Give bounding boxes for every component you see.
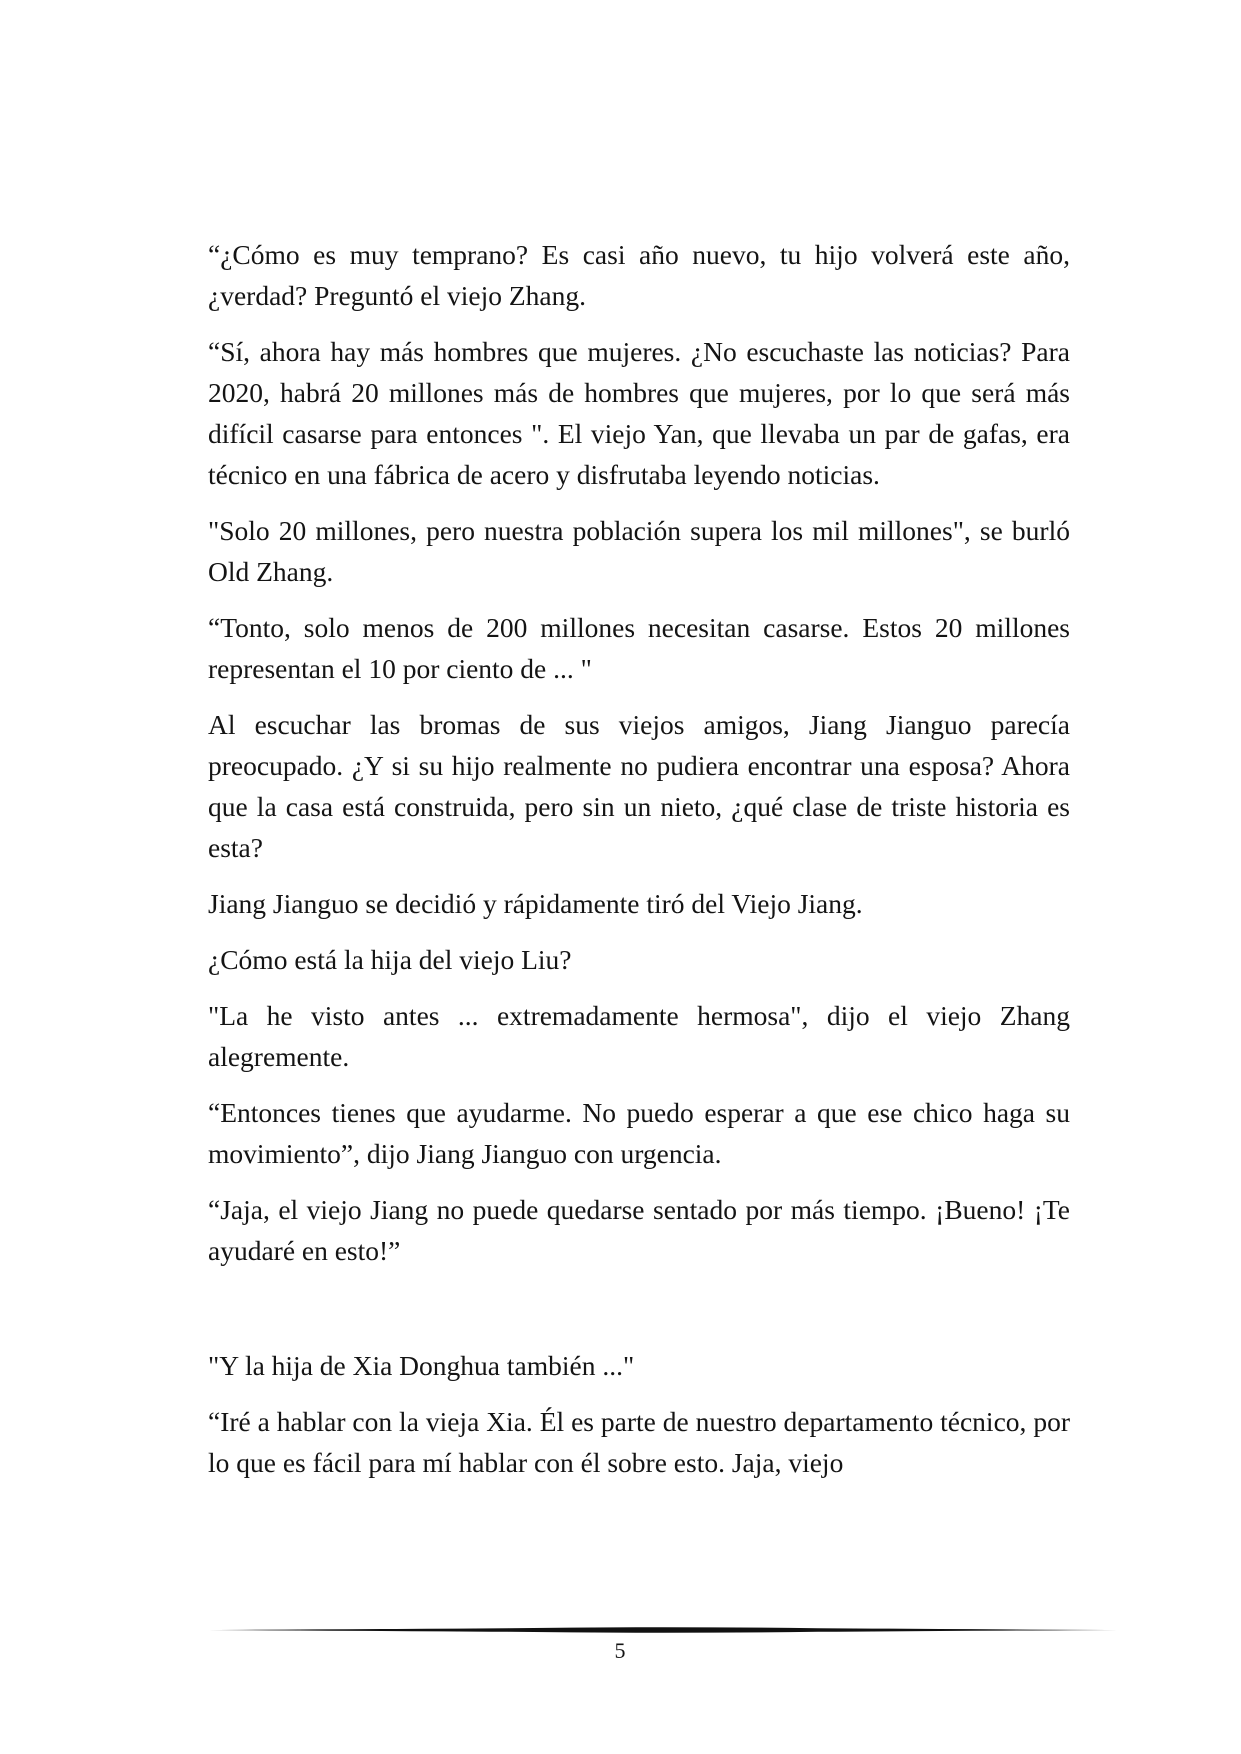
paragraph-1: “¿Cómo es muy temprano? Es casi año nuevo, tu hijo volverá este año, ¿verdad? Preguntó el viejo Zhang. xyxy=(208,239,1070,311)
footer-divider xyxy=(208,1624,1118,1636)
page-number: 5 xyxy=(614,1638,626,1663)
paragraph-11: "Y la hija de Xia Donghua también ..." xyxy=(208,1350,635,1381)
paragraph-6: Jiang Jianguo se decidió y rápidamente tiró del Viejo Jiang. xyxy=(208,888,863,919)
paragraph-5: Al escuchar las bromas de sus viejos amigos, Jiang Jianguo parecía preocupado. ¿Y si su hijo realmente no pudiera encontrar una esposa? Ahora que la casa está construida, pero sin un nieto, ¿qué clase de triste historia es esta? xyxy=(208,709,1070,863)
paragraph-7: ¿Cómo está la hija del viejo Liu? xyxy=(208,944,572,975)
body-text xyxy=(208,234,1070,1498)
paragraph-10: “Jaja, el viejo Jiang no puede quedarse sentado por más tiempo. ¡Bueno! ¡Te ayudaré en esto!” xyxy=(208,1194,1070,1266)
paragraph-9: “Entonces tienes que ayudarme. No puedo esperar a que ese chico haga su movimiento”, dijo Jiang Jianguo con urgencia. xyxy=(208,1097,1070,1169)
paragraph-3: "Solo 20 millones, pero nuestra población supera los mil millones", se burló Old Zhang. xyxy=(208,515,1070,587)
paragraph-4: “Tonto, solo menos de 200 millones necesitan casarse. Estos 20 millones representan el 10 por ciento de ... " xyxy=(208,612,1070,684)
paragraph-2: “Sí, ahora hay más hombres que mujeres. ¿No escuchaste las noticias? Para 2020, habrá 20 millones más de hombres que mujeres, por lo que será más difícil casarse para entonces ". El viejo Yan, que llevaba un par de gafas, era técnico en una fábrica de acero y disfrutaba leyendo noticias. xyxy=(208,336,1070,490)
paragraph-8: "La he visto antes ... extremadamente hermosa", dijo el viejo Zhang alegremente. xyxy=(208,1000,1070,1072)
paragraph-12: “Iré a hablar con la vieja Xia. Él es parte de nuestro departamento técnico, por lo que es fácil para mí hablar con él sobre esto. Jaja, viejo xyxy=(208,1406,1070,1478)
